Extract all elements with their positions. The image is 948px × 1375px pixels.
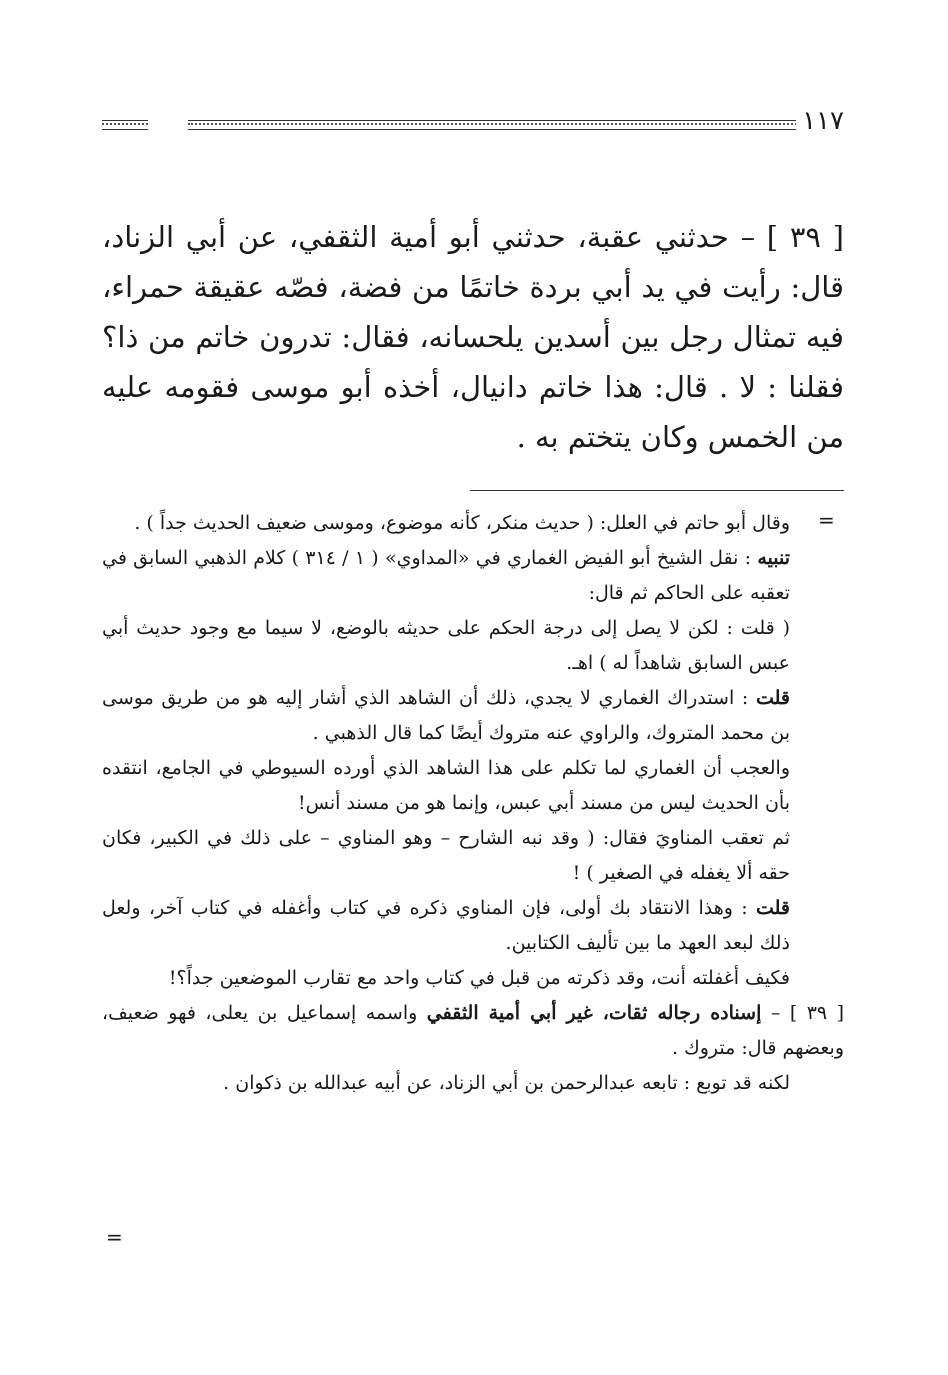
note-text: : وهذا الانتقاد بك أولى، فإن المناوي ذكره في كتاب وأغفله في كتاب آخر، ولعل ذلك لبعد العهد ما بين تأليف الكتابين. bbox=[102, 897, 790, 954]
page-header bbox=[102, 106, 844, 136]
footnote-paragraph bbox=[102, 996, 844, 1066]
page-number: ١١٧ bbox=[796, 106, 844, 136]
header-rule bbox=[188, 120, 844, 130]
footnote-paragraph: وقال أبو حاتم في العلل: ( حديث منكر، كأنه موضوع، وموسى ضعيف الحديث جداً ) . bbox=[134, 512, 790, 534]
footnote-paragraph: ثم تعقب المناويَ فقال: ( وقد نبه الشارح – وهو المناوي – على ذلك في الكبير، فكان حقه ألا يغفله في الصغير ) ! bbox=[102, 827, 790, 884]
main-text bbox=[102, 212, 844, 462]
note-text: واسمه إسماعيل بن يعلى، فهو ضعيف، وبعضهم قال: متروك . bbox=[102, 1002, 844, 1059]
note-ref: [ ٣٩ ] – bbox=[770, 1002, 845, 1024]
note-label: قلت bbox=[755, 687, 790, 709]
footnote-paragraph: ( قلت : لكن لا يصل إلى درجة الحكم على حديثه بالوضع، لا سيما مع وجود حديث أبي عبس السابق شاهداً له ) اهـ. bbox=[102, 617, 790, 674]
footnote-separator bbox=[470, 490, 844, 491]
note-text: : استدراك الغماري لا يجدي، ذلك أن الشاهد الذي أشار إليه هو من طريق موسى بن محمد المتروك، والراوي عنه متروك أيضًا كما قال الذهبي . bbox=[102, 687, 790, 744]
note-label: إسناده رجاله ثقات، غير أبي أمية الثقفي bbox=[426, 1002, 762, 1024]
footnote-paragraph bbox=[102, 891, 844, 961]
footnote-paragraph: فكيف أغفلته أنت، وقد ذكرته من قبل في كتاب واحد مع تقارب الموضعين جداً؟! bbox=[168, 967, 790, 989]
note-label: تنبيه bbox=[757, 547, 790, 569]
footnote-paragraph: لكنه قد توبع : تابعه عبدالرحمن بن أبي الزناد، عن أبيه عبدالله بن ذكوان . bbox=[223, 1072, 790, 1094]
footnote-paragraph bbox=[102, 541, 844, 611]
continuation-mark-top: = bbox=[818, 508, 835, 532]
footnotes bbox=[102, 506, 844, 1101]
footnote-paragraph bbox=[102, 681, 844, 751]
footnote-paragraph: والعجب أن الغماري لما تكلم على هذا الشاهد الذي أورده السيوطي في الجامع، انتقده بأن الحديث ليس من مسند أبي عبس، وإنما هو من مسند أنس! bbox=[102, 757, 790, 814]
continuation-mark-bottom: = bbox=[106, 1225, 123, 1249]
header-rule-short bbox=[102, 120, 148, 130]
note-text: : نقل الشيخ أبو الفيض الغماري في «المداوي» ( ١ / ٣١٤ ) كلام الذهبي السابق في تعقبه على الحاكم ثم قال: bbox=[102, 547, 790, 604]
hadith-39-text: [ ٣٩ ] – حدثني عقبة، حدثني أبو أمية الثقفي، عن أبي الزناد، قال: رأيت في يد أبي بردة خاتمًا من فضة، فصّه عقيقة حمراء، فيه تمثال رجل بين أسدين يلحسانه، فقال: تدرون خاتم من ذا؟ فقلنا : لا . قال: هذا خاتم دانيال، أخذه أبو موسى فقومه عليه من الخمس وكان يتختم به . bbox=[102, 220, 844, 454]
note-label: قلت bbox=[755, 897, 790, 919]
